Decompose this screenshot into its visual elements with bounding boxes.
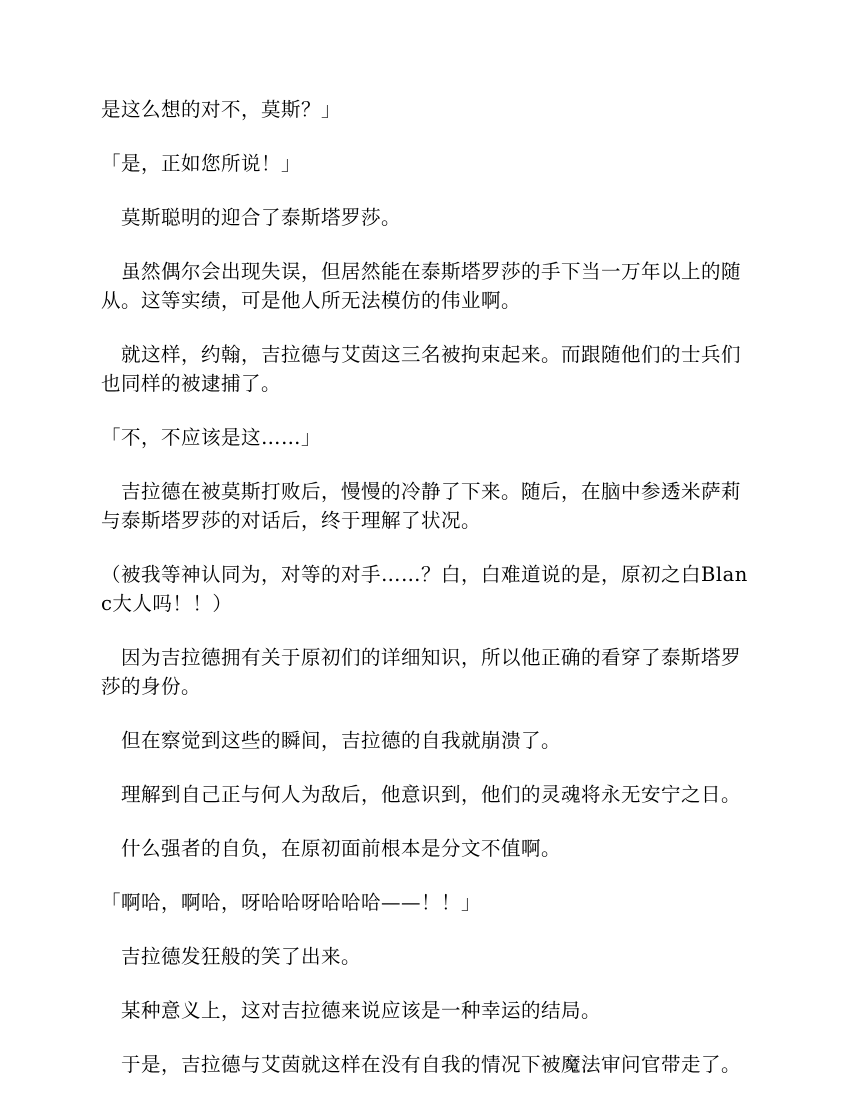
document-page bbox=[101, 95, 751, 1104]
paragraph: 吉拉德发狂般的笑了出来。 bbox=[101, 945, 362, 968]
paragraph: 「是，正如您所说！」 bbox=[101, 152, 302, 175]
paragraph: （被我等神认同为，对等的对手……？白，白难道说的是，原初之白Blanc大人吗！！） bbox=[101, 563, 748, 615]
paragraph: 虽然偶尔会出现失误，但居然能在泰斯塔罗莎的手下当一万年以上的随从。这等实绩，可是他人所无法模仿的伟业啊。 bbox=[101, 260, 742, 312]
paragraph: 什么强者的自负，在原初面前根本是分文不值啊。 bbox=[101, 837, 562, 860]
paragraph: 但在察觉到这些的瞬间，吉拉德的自我就崩溃了。 bbox=[101, 729, 562, 752]
paragraph: 某种意义上，这对吉拉德来说应该是一种幸运的结局。 bbox=[101, 999, 602, 1022]
paragraph: 因为吉拉德拥有关于原初们的详细知识，所以他正确的看穿了泰斯塔罗莎的身份。 bbox=[101, 646, 742, 698]
paragraph: 「啊哈，啊哈，呀哈哈呀哈哈哈——！！」 bbox=[101, 891, 482, 914]
paragraph: 于是，吉拉德与艾茵就这样在没有自我的情况下被魔法审问官带走了。 bbox=[101, 1053, 742, 1076]
paragraph: 理解到自己正与何人为敌后，他意识到，他们的灵魂将永无安宁之日。 bbox=[101, 783, 742, 806]
paragraph: 是这么想的对不，莫斯？」 bbox=[101, 98, 342, 121]
paragraph: 就这样，约翰，吉拉德与艾茵这三名被拘束起来。而跟随他们的士兵们也同样的被逮捕了。 bbox=[101, 343, 742, 395]
paragraph: 吉拉德在被莫斯打败后，慢慢的冷静了下来。随后，在脑中参透米萨莉与泰斯塔罗莎的对话后，终于理解了状况。 bbox=[101, 480, 742, 532]
paragraph: 莫斯聪明的迎合了泰斯塔罗莎。 bbox=[101, 206, 402, 229]
paragraph: 「不，不应该是这……」 bbox=[101, 426, 322, 449]
